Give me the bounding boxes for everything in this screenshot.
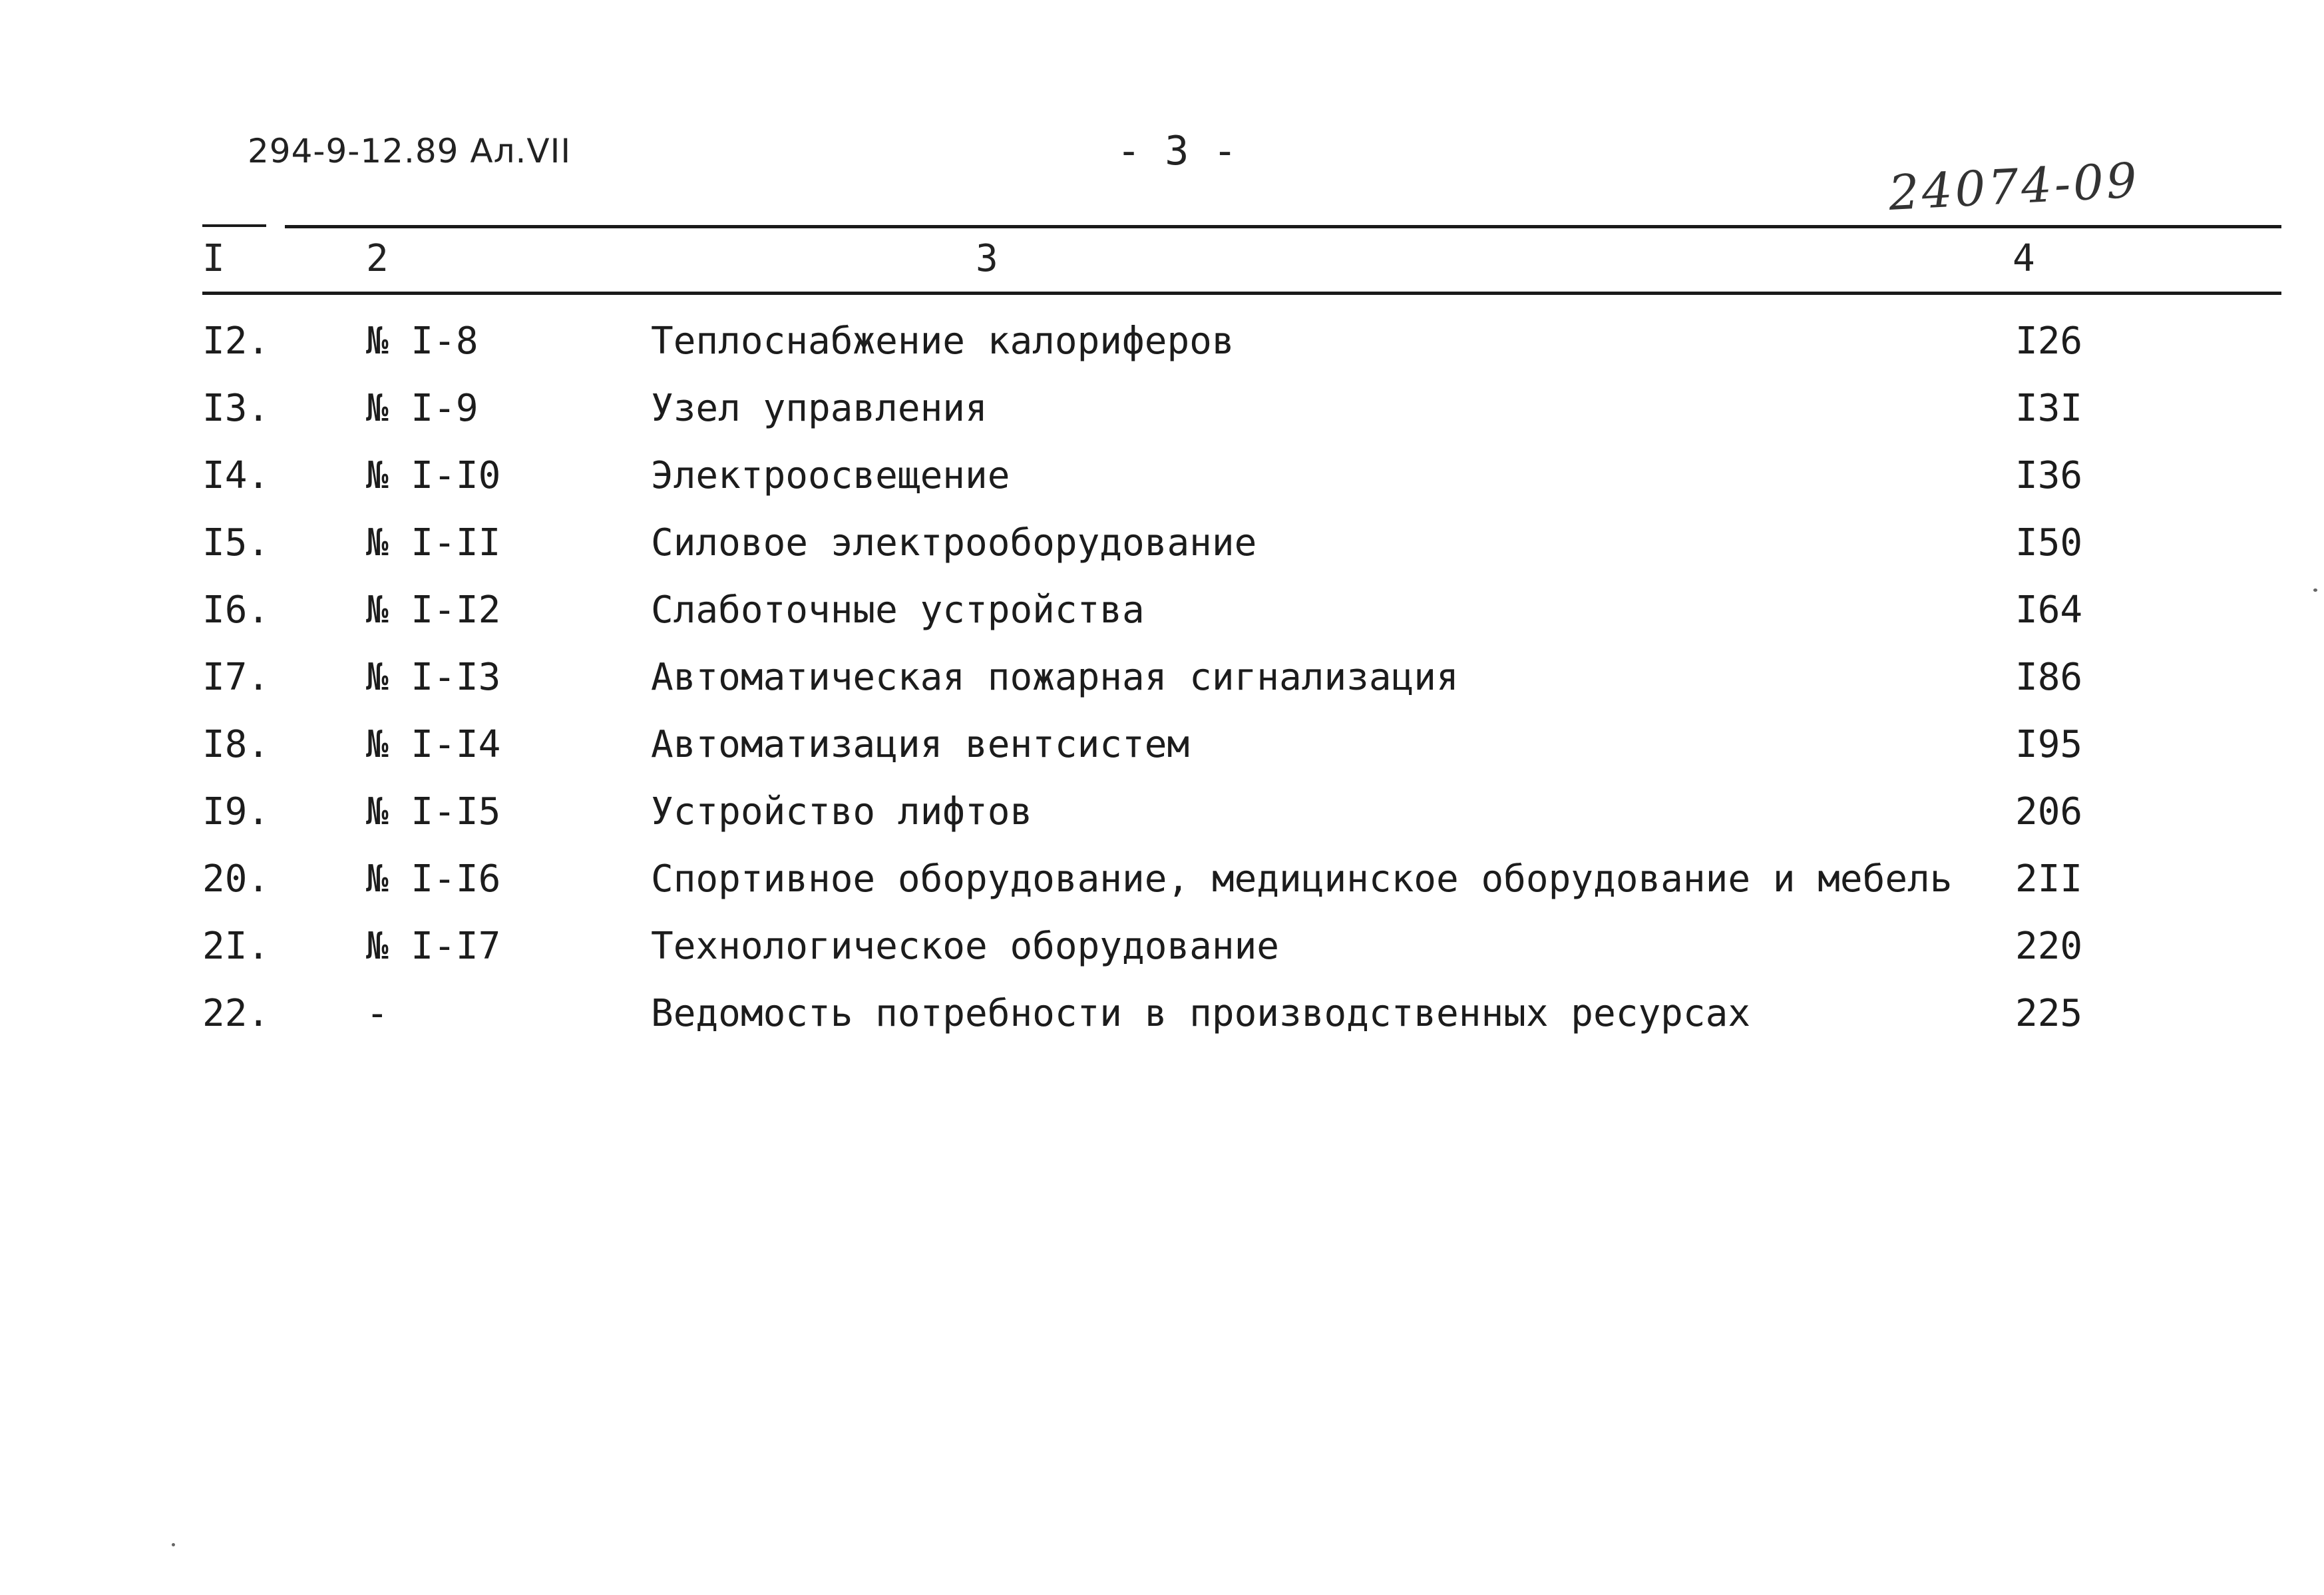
- row-code: № I-I5: [366, 790, 501, 833]
- row-number: 22.: [202, 992, 270, 1035]
- row-page: 206: [2015, 790, 2083, 833]
- column-header-4: 4: [2013, 237, 2035, 280]
- row-page: 220: [2015, 925, 2083, 968]
- table-row: [0, 723, 2324, 790]
- header-rule-bottom: [202, 292, 2281, 295]
- row-code: № I-I3: [366, 656, 501, 699]
- table-row: [0, 857, 2324, 924]
- header-rule-top: [285, 225, 2281, 228]
- row-title: Ведомость потребности в производственных ресурсах: [651, 992, 1751, 1035]
- row-code: № I-I2: [366, 588, 501, 632]
- row-title: Технологическое оборудование: [651, 925, 1280, 968]
- row-page: I64: [2015, 588, 2083, 632]
- row-title: Узел управления: [651, 387, 988, 430]
- row-code: № I-8: [366, 320, 479, 363]
- row-number: I6.: [202, 588, 270, 632]
- row-number: I5.: [202, 521, 270, 565]
- table-row: [0, 387, 2324, 453]
- table-row: [0, 656, 2324, 722]
- table-row: [0, 925, 2324, 991]
- row-code: № I-I7: [366, 925, 501, 968]
- row-code: № I-I4: [366, 723, 501, 766]
- row-page: I36: [2015, 454, 2083, 497]
- row-title: Теплоснабжение калориферов: [651, 320, 1235, 363]
- page-number: - 3 -: [1117, 128, 1237, 174]
- row-number: I3.: [202, 387, 270, 430]
- row-code: № I-I6: [366, 857, 501, 901]
- row-title: Автоматизация вентсистем: [651, 723, 1190, 766]
- row-number: I7.: [202, 656, 270, 699]
- row-title: Устройство лифтов: [651, 790, 1033, 833]
- table-row: [0, 790, 2324, 857]
- row-code: № I-II: [366, 521, 501, 565]
- document-code: 294-9-12.89 Ал.VII: [248, 132, 572, 170]
- row-code: -: [366, 992, 389, 1035]
- row-page: I3I: [2015, 387, 2083, 430]
- row-code: № I-I0: [366, 454, 501, 497]
- row-number: I8.: [202, 723, 270, 766]
- scan-speck: [172, 1543, 175, 1546]
- row-number: I4.: [202, 454, 270, 497]
- table-row: [0, 320, 2324, 386]
- scan-speck: [2313, 588, 2317, 592]
- row-number: I9.: [202, 790, 270, 833]
- row-title: Слаботочные устройства: [651, 588, 1145, 632]
- header-rule-short: [202, 224, 266, 227]
- row-title: Автоматическая пожарная сигнализация: [651, 656, 1459, 699]
- row-page: 2II: [2015, 857, 2083, 901]
- row-page: I50: [2015, 521, 2083, 565]
- table-row: [0, 454, 2324, 521]
- table-row: [0, 992, 2324, 1058]
- row-number: 2I.: [202, 925, 270, 968]
- row-code: № I-9: [366, 387, 479, 430]
- row-number: 20.: [202, 857, 270, 901]
- table-row: [0, 588, 2324, 655]
- column-header-3: 3: [976, 237, 998, 280]
- row-page: I86: [2015, 656, 2083, 699]
- row-title: Электроосвещение: [651, 454, 1010, 497]
- row-title: Силовое электрооборудование: [651, 521, 1257, 565]
- column-header-1: I: [202, 237, 225, 280]
- row-number: I2.: [202, 320, 270, 363]
- row-page: I95: [2015, 723, 2083, 766]
- inventory-number: 24074-09: [1887, 152, 2141, 221]
- row-page: 225: [2015, 992, 2083, 1035]
- row-page: I26: [2015, 320, 2083, 363]
- column-header-2: 2: [366, 237, 389, 280]
- table-row: [0, 521, 2324, 588]
- row-title: Спортивное оборудование, медицинское оборудование и мебель: [651, 857, 1953, 901]
